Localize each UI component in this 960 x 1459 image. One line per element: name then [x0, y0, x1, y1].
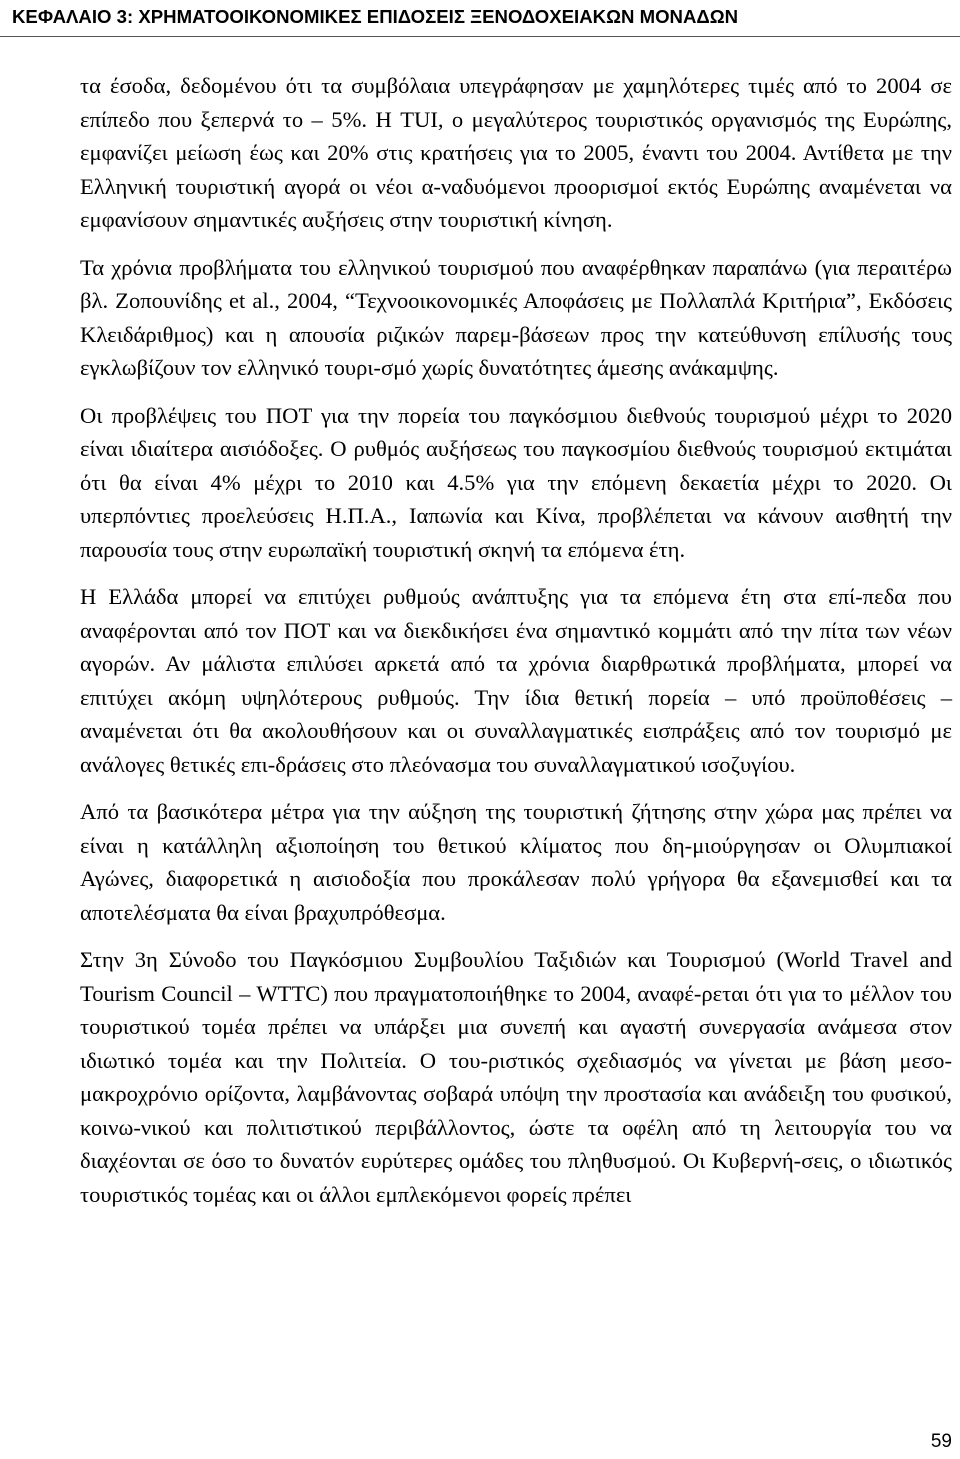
- page-body: [80, 69, 952, 1225]
- paragraph: Στην 3η Σύνοδο του Παγκόσμιου Συμβουλίου Ταξιδιών και Τουρισμού (World Travel and Tourism Council – WTTC) που πραγματοποιήθηκε το 2004, αναφέ-ρεται ότι για το μέλλον του τουριστικού τομέα πρέπει να υπάρξει μια συνεπή και αγαστή συνεργασία ανάμεσα στον ιδιωτικό τομέα και την Πολιτεία. Ο του-ριστικός σχεδιασμός να γίνεται με βάση μεσο-μακροχρόνιο ορίζοντα, λαμβάνοντας σοβαρά υπόψη την προστασία και ανάδειξη του φυσικού, κοινω-νικού και πολιτιστικού περιβάλλοντος, ώστε τα οφέλη από τη λειτουργία του να διαχέονται σε όσο το δυνατόν ευρύτερες ομάδες του πληθυσμού. Οι Κυβερνή-σεις, ο ιδιωτικός τουριστικός τομέας και οι άλλοι εμπλεκόμενοι φορείς πρέπει: [80, 947, 952, 1207]
- header-divider: [0, 36, 960, 37]
- paragraph: Από τα βασικότερα μέτρα για την αύξηση της τουριστική ζήτησης στην χώρα μας πρέπει να είναι η κατάλληλη αξιοποίηση του θετικού κλίματος που δη-μιούργησαν οι Ολυμπιακοί Αγώνες, διαφορετικά η αισιοδοξία που προκάλεσαν πολύ γρήγορα θα εξανεμισθεί και τα αποτελέσματα θα είναι βραχυπρόθεσμα.: [80, 799, 952, 925]
- paragraph: τα έσοδα, δεδομένου ότι τα συμβόλαια υπεγράφησαν με χαμηλότερες τιμές από το 2004 σε επίπεδο που ξεπερνά το – 5%. Η TUI, ο μεγαλύτερος τουριστικός οργανισμός της Ευρώπης, εμφανίζει μείωση έως και 20% στις κρατήσεις για το 2005, έναντι του 2004. Αντίθετα με την Ελληνική τουριστική αγορά οι νέοι α-ναδυόμενοι προορισμοί εκτός Ευρώπης αναμένεται να εμφανίσουν σημαντικές αυξήσεις στην τουριστική κίνηση.: [80, 73, 952, 232]
- chapter-header: ΚΕΦΑΛΑΙΟ 3: ΧΡΗΜΑΤΟΟΙΚΟΝΟΜΙΚΕΣ ΕΠΙΔΟΣΕΙΣ ΞΕΝΟΔΟΧΕΙΑΚΩΝ ΜΟΝΑΔΩΝ: [12, 6, 739, 27]
- page-number: 59: [930, 1431, 952, 1452]
- paragraph: Η Ελλάδα μπορεί να επιτύχει ρυθμούς ανάπτυξης για τα επόμενα έτη στα επί-πεδα που αναφέρονται από τον ΠΟΤ και να διεκδικήσει ένα σημαντικό κομμάτι από την πίτα των νέων αγορών. Αν μάλιστα επιλύσει αρκετά από τα χρόνια διαρθρωτικά προβλήματα, μπορεί να επιτύχει ακόμη υψηλότερους ρυθμούς. Την ίδια θετική πορεία – υπό προϋποθέσεις – αναμένεται ότι θα ακολουθήσουν και οι συναλλαγματικές εισπράξεις από τον τουρισμό με ανάλογες θετικές επι-δράσεις στο πλεόνασμα του συναλλαγματικού ισοζυγίου.: [80, 584, 952, 777]
- paragraph: Οι προβλέψεις του ΠΟΤ για την πορεία του παγκόσμιου διεθνούς τουρισμού μέχρι το 2020 είναι ιδιαίτερα αισιόδοξες. Ο ρυθμός αυξήσεως του παγκοσμίου διεθνούς τουρισμού εκτιμάται ότι θα είναι 4% μέχρι το 2010 και 4.5% για την επόμενη δεκαετία μέχρι το 2020. Οι υπερπόντιες προελεύσεις Η.Π.Α., Ιαπωνία και Κίνα, προβλέπεται να κάνουν αισθητή την παρουσία τους στην ευρωπαϊκή τουριστική σκηνή τα επόμενα έτη.: [80, 402, 952, 562]
- paragraph: Τα χρόνια προβλήματα του ελληνικού τουρισμού που αναφέρθηκαν παραπάνω (για περαιτέρω βλ. Ζοπουνίδης et al., 2004, “Τεχνοοικονομικές Αποφάσεις με Πολλαπλά Κριτήρια”, Εκδόσεις Κλειδάριθμος) και η απουσία ριζικών παρεμ-βάσεων προς την κατεύθυνση επίλυσής τους εγκλωβίζουν τον ελληνικό τουρι-σμό χωρίς δυνατότητες άμεσης ανάκαμψης.: [80, 254, 952, 380]
